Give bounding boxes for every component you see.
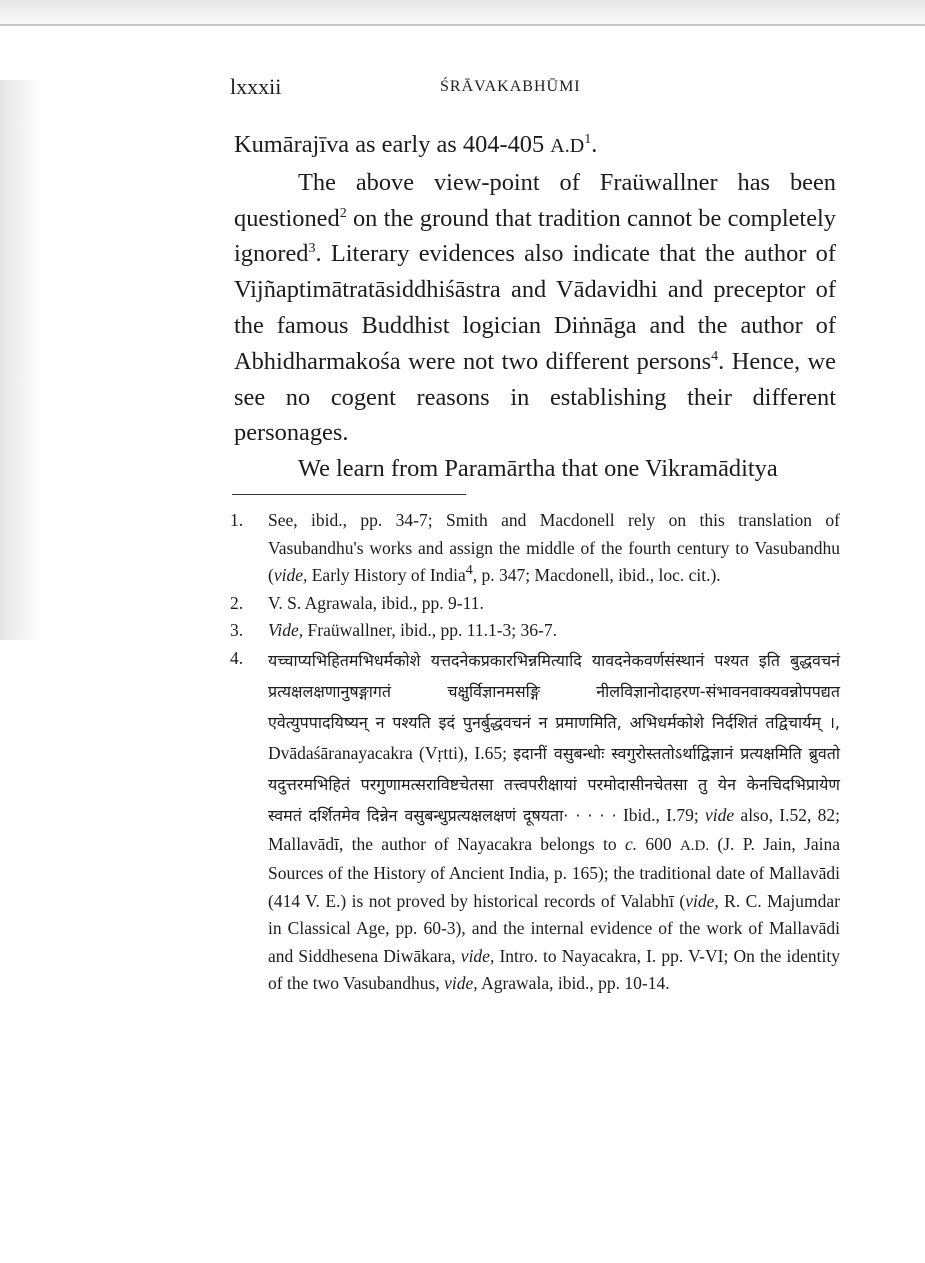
paragraph-3: We learn from Paramārtha that one Vikramāditya (298, 455, 778, 483)
footnote-4-vide-1: vide (705, 804, 735, 825)
footnote-4-text-f: Intro. to Nayacakra, I. pp. V-VI; On the identity of the two Vasubandhus, (268, 945, 840, 993)
footnote-4-ad: A.D. (679, 837, 710, 854)
footnote-ref-4: 4 (711, 348, 719, 364)
running-title: ŚRĀVAKABHŪMI (440, 78, 581, 95)
footnote-rule (232, 494, 466, 495)
paragraph-2-text-a: The above view-point of Fraüwallner has been questioned (234, 168, 836, 232)
footnote-4-circa: c. (624, 833, 638, 854)
footnote-3-text: Fraüwallner, ibid., pp. 11.1-3; 36-7. (303, 620, 557, 640)
footnote-1-text-c: , p. 347; Macdonell, ibid., loc. cit.). (472, 565, 721, 585)
paragraph-2-text-c: . Literary evidences also indicate that the author of Vijñaptimātratāsiddhiśāstra and Vādavidhi and preceptor of the famous Buddhist logician Diṅnāga and the author of Abhidharmakośa were not two different persons (234, 240, 836, 375)
footnote-4-text-e: R. C. Majumdar in Classical Age, pp. 60-3), and the internal evidence of the work of Mallavādi and Siddhesena Diwākara, (268, 890, 840, 966)
footnote-4-sanskrit-block (268, 645, 840, 998)
footnote-3-vide: Vide, (268, 620, 304, 640)
footnote-4-vide-4: vide, (444, 973, 478, 993)
footnote-1-sup: 4 (465, 563, 473, 579)
footnote-number: 4. (230, 647, 244, 668)
footnote-number: 2. (230, 592, 244, 613)
page-header (230, 74, 840, 104)
scan-edge-line (0, 24, 925, 26)
footnote-4-vide-2: vide, (685, 890, 719, 911)
footnote-4-vide-3: vide, (460, 945, 495, 966)
paragraph-2-text-b: on the ground that tradition cannot be completely ignored (234, 204, 836, 268)
footnote-4-text-b: also, I.52, 82; Mallavādī, the author of Nayacakra belongs to (268, 804, 840, 854)
paragraph-1 (234, 127, 836, 165)
footnote-ref-2: 2 (339, 205, 347, 221)
footnote-number: 1. (230, 510, 244, 530)
footnote-1-text-a: See, ibid., pp. 34-7; Smith and Macdonell rely on this translation of Vasubandhu's works and assign the middle of the fourth century to Vasubandhu ( (268, 510, 840, 585)
footnote-ref-1: 1 (584, 131, 592, 147)
footnote-3 (230, 617, 840, 645)
paragraph-2-text-d: . Hence, we see no cogent reasons in establishing their different personages. (234, 347, 836, 447)
paragraph-1-end: . (591, 131, 598, 158)
sanskrit-quote-2: इदानीं वसुबन्धोः स्वगुरोस्ततोऽर्थाद्विज्ञानं प्रत्यक्षमिति ब्रुवतो यदुत्तरमभिहितं परगुणामत्सराविष्टचेतसा तत्त्वपरीक्षायां परमोदासीनचेतसा तु येन केनचिदभिप्रायेण स्वमतं दर्शितमेव दिन्नेन वसुबन्धुप्रत्यक्षलक्षणं दूषयता· · · · · (268, 743, 840, 825)
ad-abbrev: A.D (550, 135, 585, 157)
sanskrit-quote-1: यच्चाप्यभिहितमभिधर्मकोशे यत्तदनेकप्रकारभिन्नमित्यादि यावदनेकवर्णसंस्थानं पश्यत इति बुद्धवचनं प्रत्यक्षलक्षणानुषङ्गागतं चक्षुर्विज्ञानमसङ्गि नीलविज्ञानोदाहरण-संभावनवाक्यवन्नोपपद्यत एवेत्युपपादयिष्यन् न पश्यति इदं पुनर्बुद्धवचनं न प्रमाणमिति, अभिधर्मकोशे निर्दशितं तद्विचार्यम् ।, (268, 650, 840, 732)
footnote-4-text-c: 600 (637, 833, 680, 854)
footnote-ref-3: 3 (308, 241, 316, 257)
paragraph-2 (234, 165, 836, 451)
footnote-number: 3. (230, 620, 244, 640)
body-text (234, 127, 836, 487)
footnotes (230, 507, 840, 998)
footnote-2 (230, 590, 840, 618)
footnote-4-citation: Dvādaśāranayacakra (Vṛtti), I.65; (268, 742, 514, 763)
paragraph-1-text: Kumārajīva as early as 404-405 (234, 131, 551, 158)
footnote-1-text-b: Early History of India (307, 565, 466, 585)
footnote-4-text-a: Ibid., I.79; (616, 804, 705, 825)
footnote-1-vide: vide, (273, 565, 308, 585)
footnote-4-text-g: Agrawala, ibid., pp. 10-14. (477, 973, 670, 993)
footnote-4 (230, 645, 840, 998)
scan-left-shadow (0, 80, 40, 640)
footnote-4-text-d: (J. P. Jain, Jaina Sources of the History of Ancient India, p. 165); the traditional date of Mallavādi (414 V. E.) is not proved by historical records of Valabhī ( (268, 833, 841, 911)
footnote-2-text: V. S. Agrawala, ibid., pp. 9-11. (268, 592, 484, 613)
page-number: lxxxii (230, 74, 282, 99)
footnote-1 (230, 507, 840, 590)
